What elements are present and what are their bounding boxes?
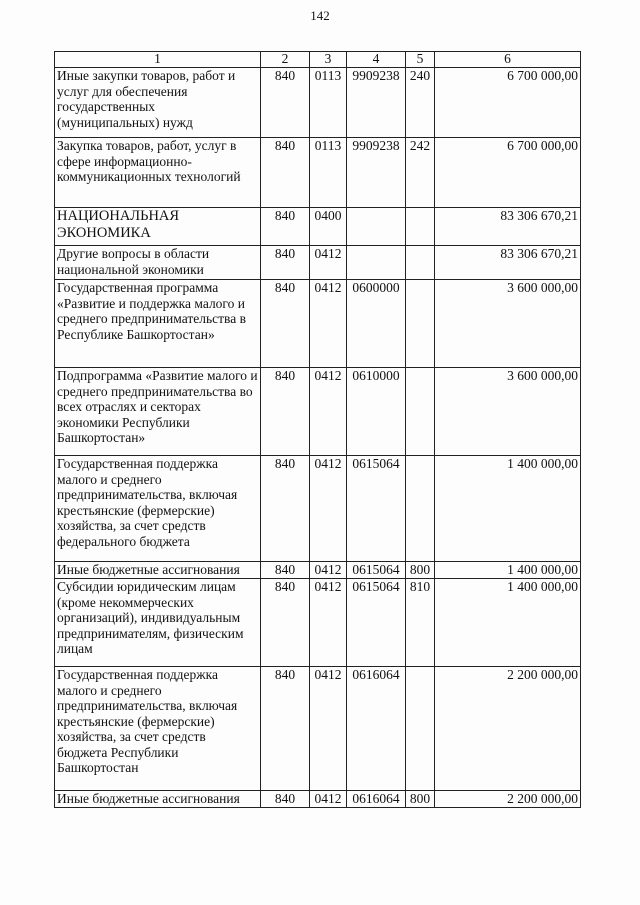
row-col-5 — [406, 456, 435, 562]
row-col-3: 0412 — [310, 791, 347, 808]
row-col-4: 0616064 — [347, 667, 406, 791]
row-col-3: 0400 — [310, 208, 347, 246]
table-row — [55, 456, 581, 562]
row-col-2: 840 — [261, 368, 310, 456]
row-col-3: 0412 — [310, 562, 347, 579]
row-col-2: 840 — [261, 667, 310, 791]
row-col-6: 3 600 000,00 — [435, 280, 581, 368]
row-col-4: 0616064 — [347, 791, 406, 808]
row-col-5: 242 — [406, 138, 435, 208]
row-col-3: 0412 — [310, 456, 347, 562]
row-col-3: 0412 — [310, 579, 347, 667]
row-col-3: 0412 — [310, 667, 347, 791]
row-col-2: 840 — [261, 791, 310, 808]
table-row — [55, 246, 581, 280]
row-col-5 — [406, 667, 435, 791]
row-col-3: 0412 — [310, 368, 347, 456]
row-col-6: 3 600 000,00 — [435, 368, 581, 456]
row-col-2: 840 — [261, 208, 310, 246]
row-col-5 — [406, 246, 435, 280]
row-col-5: 800 — [406, 791, 435, 808]
budget-table — [54, 51, 581, 808]
row-col-6: 83 306 670,21 — [435, 208, 581, 246]
row-col-6: 1 400 000,00 — [435, 562, 581, 579]
header-col-3: 3 — [310, 52, 347, 68]
row-col-5 — [406, 280, 435, 368]
row-col-2: 840 — [261, 562, 310, 579]
row-col-3: 0113 — [310, 68, 347, 138]
header-col-1: 1 — [55, 52, 261, 68]
table-row — [55, 368, 581, 456]
table-row — [55, 68, 581, 138]
row-col-3: 0113 — [310, 138, 347, 208]
row-col-2: 840 — [261, 68, 310, 138]
row-col-6: 2 200 000,00 — [435, 667, 581, 791]
row-col-4: 0610000 — [347, 368, 406, 456]
table-row — [55, 562, 581, 579]
table-row — [55, 579, 581, 667]
header-col-4: 4 — [347, 52, 406, 68]
row-col-2: 840 — [261, 138, 310, 208]
row-name: НАЦИОНАЛЬНАЯ ЭКОНОМИКА — [55, 208, 261, 246]
table-row — [55, 138, 581, 208]
row-col-6: 2 200 000,00 — [435, 791, 581, 808]
row-col-6: 6 700 000,00 — [435, 68, 581, 138]
row-name: Государственная поддержка малого и среднего предпринимательства, включая крестьянские (фермерские) хозяйства, за счет средств бюджета Республики Башкортостан — [55, 667, 261, 791]
row-col-4 — [347, 208, 406, 246]
row-col-5 — [406, 208, 435, 246]
row-col-2: 840 — [261, 280, 310, 368]
row-col-4: 0615064 — [347, 456, 406, 562]
table-row — [55, 791, 581, 808]
header-col-6: 6 — [435, 52, 581, 68]
row-col-4: 9909238 — [347, 138, 406, 208]
header-col-2: 2 — [261, 52, 310, 68]
row-name: Субсидии юридическим лицам (кроме некоммерческих организаций), индивидуальным предпринимателям, физическим лицам — [55, 579, 261, 667]
row-col-4: 0615064 — [347, 562, 406, 579]
row-col-2: 840 — [261, 456, 310, 562]
row-name: Подпрограмма «Развитие малого и среднего предпринимательства во всех отраслях и секторах экономики Республики Башкортостан» — [55, 368, 261, 456]
row-col-6: 83 306 670,21 — [435, 246, 581, 280]
row-col-5: 810 — [406, 579, 435, 667]
row-col-6: 1 400 000,00 — [435, 456, 581, 562]
row-name: Иные закупки товаров, работ и услуг для обеспечения государственных (муниципальных) нужд — [55, 68, 261, 138]
header-col-5: 5 — [406, 52, 435, 68]
row-name: Государственная программа «Развитие и поддержка малого и среднего предпринимательства в Республике Башкортостан» — [55, 280, 261, 368]
table-header-row — [55, 52, 581, 68]
row-col-5: 800 — [406, 562, 435, 579]
row-col-5 — [406, 368, 435, 456]
table-row — [55, 208, 581, 246]
row-name: Государственная поддержка малого и среднего предпринимательства, включая крестьянские (фермерские) хозяйства, за счет средств федерального бюджета — [55, 456, 261, 562]
table-row — [55, 667, 581, 791]
row-col-4: 9909238 — [347, 68, 406, 138]
row-col-3: 0412 — [310, 246, 347, 280]
row-col-2: 840 — [261, 579, 310, 667]
row-col-3: 0412 — [310, 280, 347, 368]
row-col-2: 840 — [261, 246, 310, 280]
row-name: Иные бюджетные ассигнования — [55, 562, 261, 579]
row-col-6: 1 400 000,00 — [435, 579, 581, 667]
page-number: 142 — [310, 8, 330, 23]
row-col-4: 0615064 — [347, 579, 406, 667]
table-row — [55, 280, 581, 368]
row-name: Закупка товаров, работ, услуг в сфере информационно-коммуникационных технологий — [55, 138, 261, 208]
row-name: Другие вопросы в области национальной экономики — [55, 246, 261, 280]
row-col-6: 6 700 000,00 — [435, 138, 581, 208]
row-col-4: 0600000 — [347, 280, 406, 368]
row-col-5: 240 — [406, 68, 435, 138]
row-name: Иные бюджетные ассигнования — [55, 791, 261, 808]
row-col-4 — [347, 246, 406, 280]
